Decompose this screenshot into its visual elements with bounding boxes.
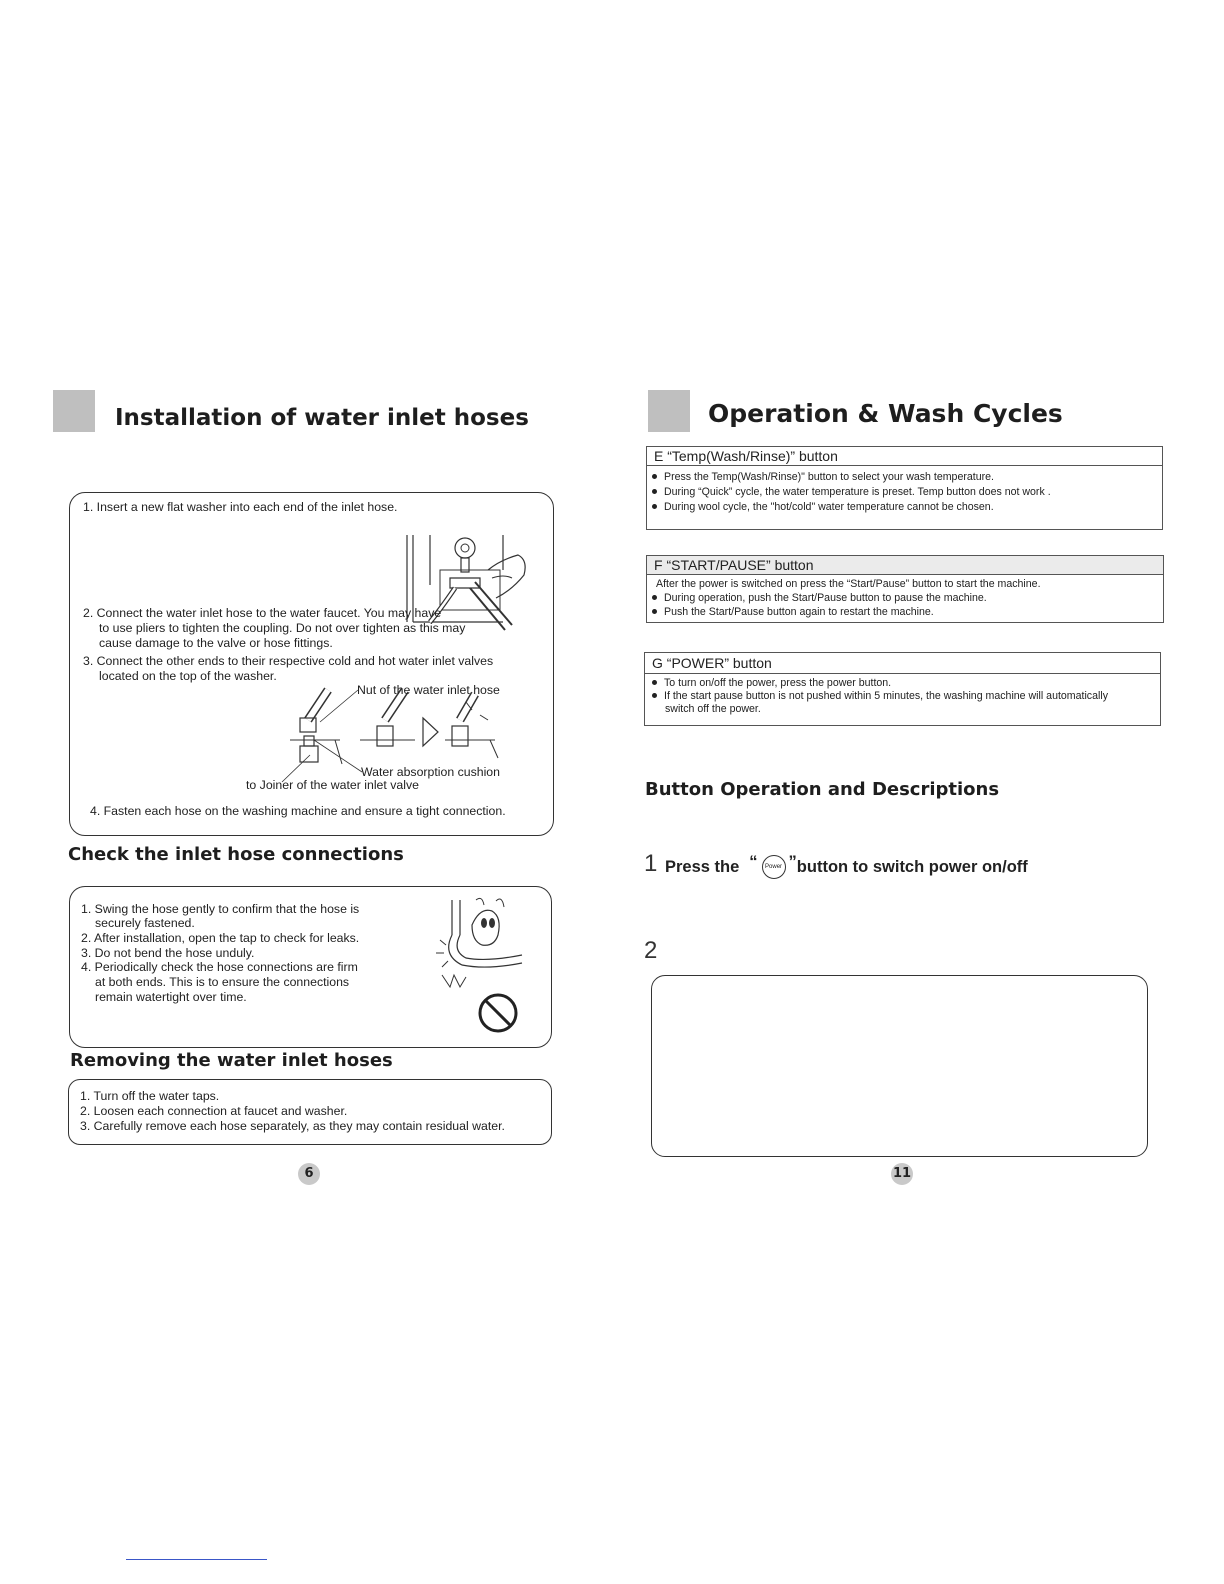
step-1-line xyxy=(665,852,1028,879)
page-title: Installation of water inlet hoses xyxy=(115,405,529,431)
bullet-icon xyxy=(652,474,657,479)
power-item-1: To turn on/off the power, press the power button. xyxy=(652,676,891,691)
section-marker xyxy=(53,390,95,432)
start-pause-header: F “START/PAUSE” button xyxy=(647,556,1163,575)
page-number-left: 6 xyxy=(298,1163,320,1185)
cartoon-hose-illustration xyxy=(432,895,532,1000)
step-3: 3. Connect the other ends to their respective cold and hot water inlet valves xyxy=(83,654,494,668)
step-3-cont: located on the top of the washer. xyxy=(99,669,277,683)
check-item-4: 4. Periodically check the hose connections are firm xyxy=(81,960,358,974)
check-item-4-cont-a: at both ends. This is to ensure the connections xyxy=(95,975,350,989)
bullet-icon xyxy=(652,504,657,509)
power-item-2: If the start pause button is not pushed within 5 minutes, the washing machine will automatically xyxy=(652,689,1108,704)
power-button-header: G “POWER” button xyxy=(645,653,1160,674)
check-item-2: 2. After installation, open the tap to check for leaks. xyxy=(81,931,360,945)
nut-label: Nut of the water inlet hose xyxy=(357,683,500,697)
step-2-number: 2 xyxy=(644,937,658,964)
cushion-label: Water absorption cushion xyxy=(361,765,500,779)
step-1-number: 1 xyxy=(644,850,658,877)
power-item-2-cont: switch off the power. xyxy=(665,703,761,715)
start-intro: After the power is switched on press the “Start/Pause” button to start the machine. xyxy=(656,578,1041,590)
bullet-icon xyxy=(652,693,657,698)
removing-item-3: 3. Carefully remove each hose separately, as they may contain residual water. xyxy=(80,1119,505,1133)
step-2-cont-b: cause damage to the valve or hose fittings. xyxy=(99,636,333,650)
check-item-1: 1. Swing the hose gently to confirm that the hose is xyxy=(81,902,360,916)
step-1-suffix: button to switch power on/off xyxy=(796,857,1028,876)
removing-title: Removing the water inlet hoses xyxy=(70,1050,393,1071)
bullet-icon xyxy=(652,489,657,494)
check-item-3: 3. Do not bend the hose unduly. xyxy=(81,946,255,960)
temp-item-2: During “Quick” cycle, the water temperature is preset. Temp button does not work . xyxy=(652,485,1051,500)
start-item-1: During operation, push the Start/Pause button to pause the machine. xyxy=(652,591,987,606)
close-quote: ” xyxy=(788,852,797,871)
step-1-prefix: Press the xyxy=(665,857,740,876)
open-quote: “ xyxy=(749,852,758,871)
footer-rule xyxy=(126,1559,267,1560)
step-2-box xyxy=(651,975,1148,1157)
prohibited-icon xyxy=(477,992,519,1034)
check-item-4-cont-b: remain watertight over time. xyxy=(95,990,247,1004)
removing-item-2: 2. Loosen each connection at faucet and washer. xyxy=(80,1104,348,1118)
bullet-icon xyxy=(652,680,657,685)
right-page-title: Operation & Wash Cycles xyxy=(708,399,1063,428)
temp-item-1: Press the Temp(Wash/Rinse)" button to select your wash temperature. xyxy=(652,470,994,485)
joiner-label: to Joiner of the water inlet valve xyxy=(246,778,419,792)
start-item-2: Push the Start/Pause button again to restart the machine. xyxy=(652,605,934,620)
section-marker-right xyxy=(648,390,690,432)
step-2: 2. Connect the water inlet hose to the water faucet. You may have xyxy=(83,606,442,620)
removing-item-1: 1. Turn off the water taps. xyxy=(80,1089,220,1103)
temp-item-3: During wool cycle, the "hot/cold" water temperature cannot be chosen. xyxy=(652,500,994,515)
check-item-1-cont: securely fastened. xyxy=(95,916,195,930)
step-4: 4. Fasten each hose on the washing machine and ensure a tight connection. xyxy=(90,804,506,818)
bullet-icon xyxy=(652,595,657,600)
button-ops-title: Button Operation and Descriptions xyxy=(645,779,1000,800)
step-1: 1. Insert a new flat washer into each end of the inlet hose. xyxy=(83,500,398,514)
temp-button-header: E “Temp(Wash/Rinse)” button xyxy=(647,447,1162,466)
page-number-right: 11 xyxy=(891,1163,913,1185)
step-2-cont-a: to use pliers to tighten the coupling. Do not over tighten as this may xyxy=(99,621,466,635)
bullet-icon xyxy=(652,609,657,614)
check-title: Check the inlet hose connections xyxy=(68,844,404,865)
power-button-icon: Power xyxy=(762,855,786,879)
